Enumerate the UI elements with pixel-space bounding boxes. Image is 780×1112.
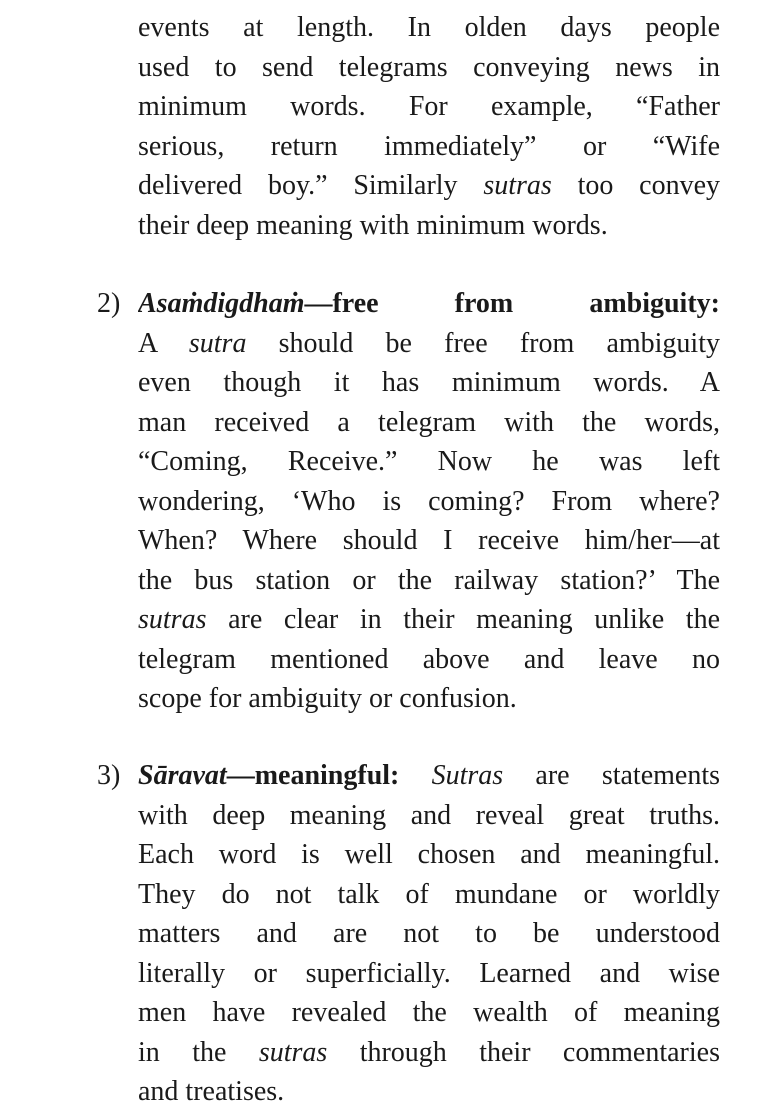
text-line: men have revealed the wealth of meaning xyxy=(138,997,720,1028)
text-line: telegram mentioned above and leave no xyxy=(138,643,720,675)
text-fragment: are clear in their meaning unlike the xyxy=(206,604,720,635)
text-line: wondering, ‘Who is coming? From where? xyxy=(138,485,720,517)
text-line xyxy=(138,166,720,206)
text-fragment: delivered boy.” Similarly xyxy=(138,170,484,201)
text-line: Each word is well chosen and meaningful. xyxy=(138,839,720,870)
text-fragment: in the xyxy=(138,1036,259,1068)
text-fragment: too convey xyxy=(551,170,720,201)
text-line: the bus station or the railway station?’ The xyxy=(138,564,720,596)
text-line: man received a telegram with the words, xyxy=(138,406,720,438)
list-item-body xyxy=(138,756,720,1112)
text-line: used to send telegrams conveying news in xyxy=(138,51,720,83)
list-number: 3) xyxy=(97,760,121,791)
text-line: They do not talk of mundane or worldly xyxy=(138,878,720,910)
item-heading-line xyxy=(138,284,720,324)
list-item-body xyxy=(138,284,720,719)
text-line: minimum words. For example, “Father xyxy=(138,91,720,122)
text-line: even though it has minimum words. A xyxy=(138,367,720,398)
text-fragment: are statements xyxy=(503,760,720,791)
text-line: When? Where should I receive him/her—at xyxy=(138,525,720,556)
list-number: 2) xyxy=(97,288,121,319)
text-line: scope for ambiguity or confusion. xyxy=(138,683,517,714)
intro-paragraph xyxy=(138,8,720,245)
text-line: “Coming, Receive.” Now he was left xyxy=(138,446,720,477)
text-fragment xyxy=(399,760,431,791)
sanskrit-term-heading: Asaṁdigdhaṁ xyxy=(138,288,305,319)
text-line: with deep meaning and reveal great truths. xyxy=(138,799,720,831)
sanskrit-term: sutra xyxy=(188,327,247,359)
text-line xyxy=(138,1033,720,1073)
text-line: and treatises. xyxy=(138,1076,285,1107)
text-line: their deep meaning with minimum words. xyxy=(138,209,608,241)
text-line: matters and are not to be understood xyxy=(138,918,720,949)
text-line: serious, return immediately” or “Wife xyxy=(138,130,720,162)
text-line xyxy=(138,324,720,364)
sanskrit-term: sutras xyxy=(138,604,207,635)
sanskrit-term: Sutras xyxy=(431,760,504,791)
text-line: events at length. In olden days people xyxy=(138,12,720,43)
item-heading-line xyxy=(138,756,720,796)
text-line xyxy=(138,600,720,640)
text-line: literally or superficially. Learned and wise xyxy=(138,957,720,989)
sanskrit-term: sutras xyxy=(483,170,552,201)
sanskrit-term-heading: Sāravat xyxy=(138,760,227,791)
item-heading: —free from ambiguity: xyxy=(304,288,720,319)
sanskrit-term: sutras xyxy=(258,1036,328,1068)
text-fragment: A xyxy=(138,327,189,359)
text-fragment: through their commentaries xyxy=(327,1036,720,1068)
text-fragment: should be free from ambiguity xyxy=(246,327,720,359)
item-heading: —meaningful: xyxy=(226,760,400,791)
